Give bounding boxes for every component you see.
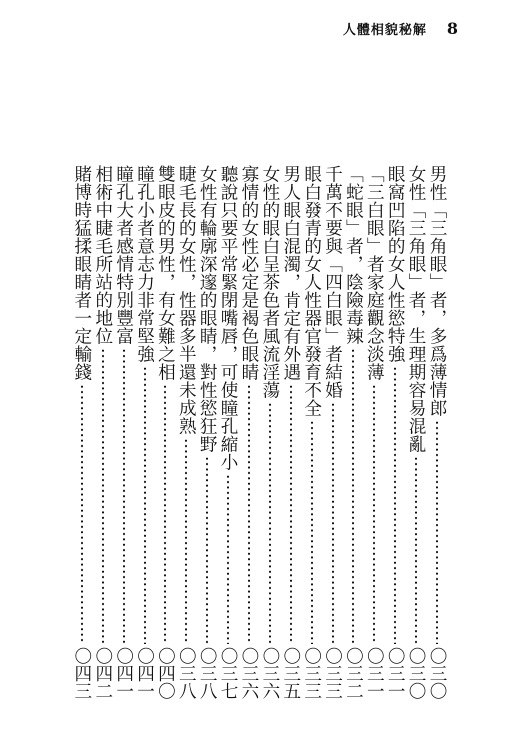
dot-leader [206,456,208,644]
toc-entry-page: 〇三五 [280,647,301,700]
running-head [343,19,458,38]
dot-leader [436,420,438,644]
toc-entry-title: 眼白發青的女人性器官發育不全 [301,165,322,417]
toc-entry-title: 雙眼皮的男性，有女難之相 [155,165,176,381]
table-of-contents [73,165,446,700]
dot-leader [352,348,354,644]
toc-entry-title: 瞳孔小者意志力非常堅強 [134,165,155,363]
toc-entry-title: 相術中睫毛所站的地位 [92,165,113,345]
dot-leader [311,420,313,644]
toc-entry-title: 男性「三角眼」者，多爲薄情郎 [427,165,447,417]
toc-entry-title: 瞳孔大者感情特別豐富 [113,165,134,345]
dot-leader [123,348,125,644]
toc-entry [365,165,383,700]
dot-leader [144,366,146,644]
dot-leader [290,384,292,644]
toc-entry [261,165,279,700]
toc-entry [198,165,216,700]
dot-leader [102,348,104,644]
toc-entry-page: 〇三六 [259,647,280,700]
toc-entry-title: 女性「三角眼」者，生理期容易混亂 [406,165,427,453]
toc-entry [407,165,425,700]
toc-entry-page: 〇三一 [364,647,385,700]
toc-entry-page: 〇四一 [134,647,155,700]
dot-leader [415,456,417,644]
toc-entry-title: 寡情的女性必定是褐色眼睛 [238,165,259,381]
toc-entry-page: 〇三〇 [406,647,427,700]
toc-entry [282,165,300,700]
toc-entry [73,165,91,700]
toc-entry [177,165,195,700]
toc-entry-page: 〇四一 [113,647,134,700]
toc-entry [115,165,133,700]
dot-leader [185,438,187,644]
toc-entry-page: 〇三八 [197,647,218,700]
toc-entry-page: 〇四三 [71,647,92,700]
toc-entry-title: 「蛇眼」者，陰險毒辣 [343,165,364,345]
dot-leader [373,384,375,644]
toc-entry [303,165,321,700]
page-number: 8 [446,19,458,38]
dot-leader [227,474,229,644]
toc-entry-title: 男人眼白混濁，肯定有外遇 [280,165,301,381]
toc-entry [219,165,237,700]
dot-leader [164,384,166,644]
toc-entry-page: 〇三三 [301,647,322,700]
toc-entry-title: 女性有輪廓深邃的眼睛，對性慾狂野 [197,165,218,453]
toc-entry-page: 〇三三 [322,647,343,700]
toc-entry-title: 賭博時猛揉眼睛者一定輸錢 [71,165,92,381]
toc-entry-page: 〇四二 [92,647,113,700]
toc-entry [156,165,174,700]
dot-leader [269,402,271,644]
toc-entry [428,165,446,700]
toc-entry [240,165,258,700]
dot-leader [248,384,250,644]
toc-entry-title: 眼窩凹陷的女人性慾特強 [385,165,406,363]
toc-entry-title: 聽說只要平常緊閉嘴唇，可使瞳孔縮小 [218,165,239,471]
dot-leader [394,366,396,644]
toc-entry-title: 千萬不要與「四白眼」者結婚 [322,165,343,399]
toc-entry-page: 〇四〇 [155,647,176,700]
toc-entry [344,165,362,700]
toc-entry [386,165,404,700]
dot-leader [81,384,83,644]
toc-entry [324,165,342,700]
toc-entry-title: 睫毛長的女性，性器多半還未成熟 [176,165,197,435]
toc-entry [94,165,112,700]
dot-leader [332,402,334,644]
toc-entry-title: 女性的眼白呈茶色者風流淫蕩 [259,165,280,399]
toc-entry-page: 〇三〇 [427,647,447,700]
toc-entry-page: 〇三二 [343,647,364,700]
toc-entry-page: 〇三七 [218,647,239,700]
toc-entry-title: 「三白眼」者家庭觀念淡薄 [364,165,385,381]
toc-entry [136,165,154,700]
toc-entry-page: 〇三八 [176,647,197,700]
toc-entry-page: 〇三一 [385,647,406,700]
toc-entry-page: 〇三六 [238,647,259,700]
book-title: 人體相貌秘解 [342,23,427,38]
